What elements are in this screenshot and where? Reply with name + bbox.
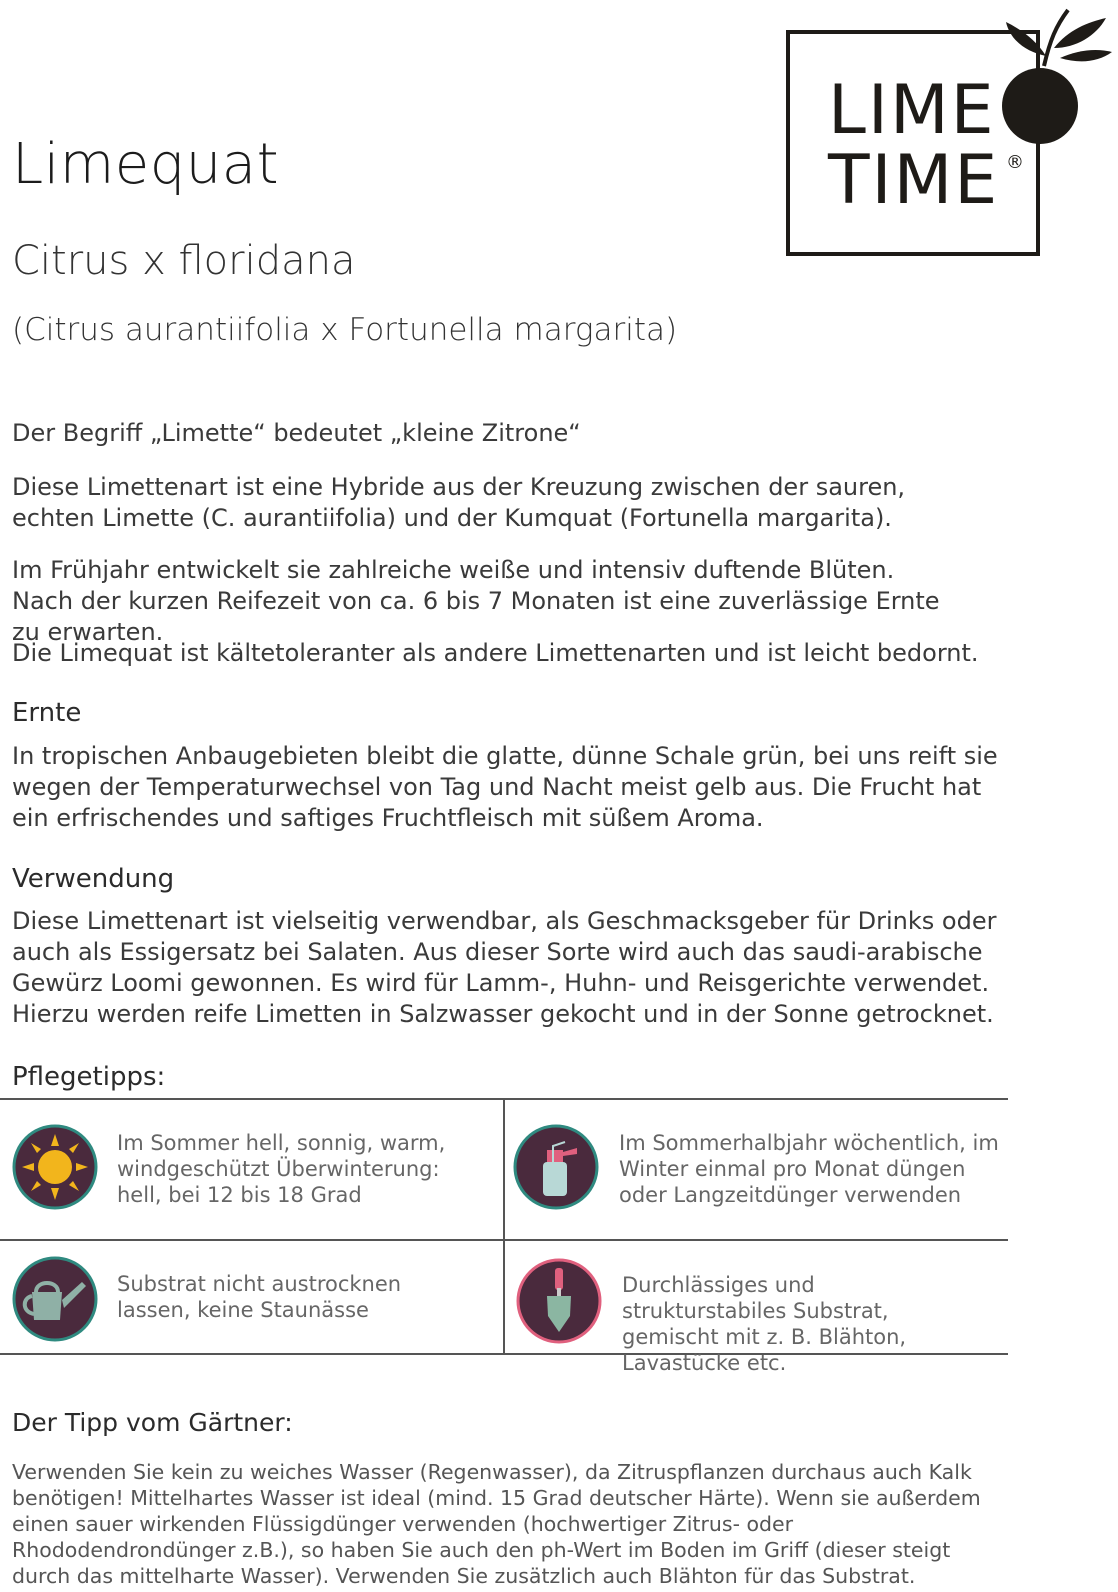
intro-paragraph-2: Diese Limettenart ist eine Hybride aus der Kreuzung zwischen der sauren, echten Limette (C. aurantiifolia) und der Kumquat (Fortunella margarita). [12,473,906,532]
intro-paragraph-3: Im Frühjahr entwickelt sie zahlreiche weiße und intensiv duftende Blüten. Nach der kurzen Reifezeit von ca. 6 bis 7 Monaten ist eine zuverlässige Ernte zu erwarten. [12,556,940,646]
watering-can-icon [12,1256,98,1342]
ernte-heading: Ernte [12,698,82,728]
tipp-text: Verwenden Sie kein zu weiches Wasser (Regenwasser), da Zitruspflanzen durchaus auch Kalk benötigen! Mittelhartes Wasser ist ideal (mind. 15 Grad deutscher Härte). Wenn sie außerdem einen sauer wirkenden Flüssigdünger verwenden (hochwertiger Zitrus- oder Rhododendrondünger z.B.), so haben Sie auch den ph-Wert im Boden im Griff (dieser steigt durch das mittelharte Wasser). Verwenden Sie zusätzlich auch Blähton für das Substrat. [12,1460,981,1588]
intro-paragraph-1: Der Begriff „Limette“ bedeutet „kleine Zitrone“ [12,419,581,447]
care-text-substrate: Durchlässiges und strukturstabiles Substrat, gemischt mit z. B. Blähton, Lavastücke etc. [622,1273,907,1375]
logo-text-line1: LIME [828,71,996,150]
tipp-heading: Der Tipp vom Gärtner: [12,1408,293,1437]
grid-line-vertical [503,1098,505,1355]
intro-paragraph-4: Die Limequat ist kältetoleranter als andere Limettenarten und ist leicht bedornt. [12,639,979,667]
care-text-watering: Substrat nicht austrocknen lassen, keine Staunässe [117,1272,402,1322]
verwendung-heading: Verwendung [12,864,175,894]
botanical-parentage: (Citrus aurantiifolia x Fortunella margarita) [12,312,678,348]
care-text-light: Im Sommer hell, sonnig, warm, windgeschützt Überwinterung: hell, bei 12 bis 18 Grad [117,1131,446,1207]
ernte-text: In tropischen Anbaugebieten bleibt die glatte, dünne Schale grün, bei uns reift sie wegen der Temperaturwechsel von Tag und Nacht meist gelb aus. Die Frucht hat ein erfrischendes und saftiges Fruchtfleisch mit süßem Aroma. [12,742,998,832]
sun-icon [12,1124,98,1210]
verwendung-text: Diese Limettenart ist vielseitig verwendbar, als Geschmacksgeber für Drinks oder auch als Essigersatz bei Salaten. Aus dieser Sorte wird auch das saudi-arabische Gewürz Loomi gewonnen. Es wird für Lamm-, Huhn- und Reisgerichte verwendet. Hierzu werden reife Limetten in Salzwasser gekocht und in der Sonne getrocknet. [12,907,997,1028]
page-title: Limequat [12,132,280,197]
care-text-fertilizer: Im Sommerhalbjahr wöchentlich, im Winter einmal pro Monat düngen oder Langzeitdünger verwenden [619,1131,999,1207]
pflege-heading: Pflegetipps: [12,1062,166,1092]
trowel-icon [516,1258,602,1344]
logo-text-line2: TIME [828,141,1000,220]
lime-fruit-icon [996,0,1118,150]
logo-registered-mark: ® [1006,152,1024,173]
botanical-name: Citrus x floridana [12,238,356,284]
spray-bottle-icon [513,1124,599,1210]
